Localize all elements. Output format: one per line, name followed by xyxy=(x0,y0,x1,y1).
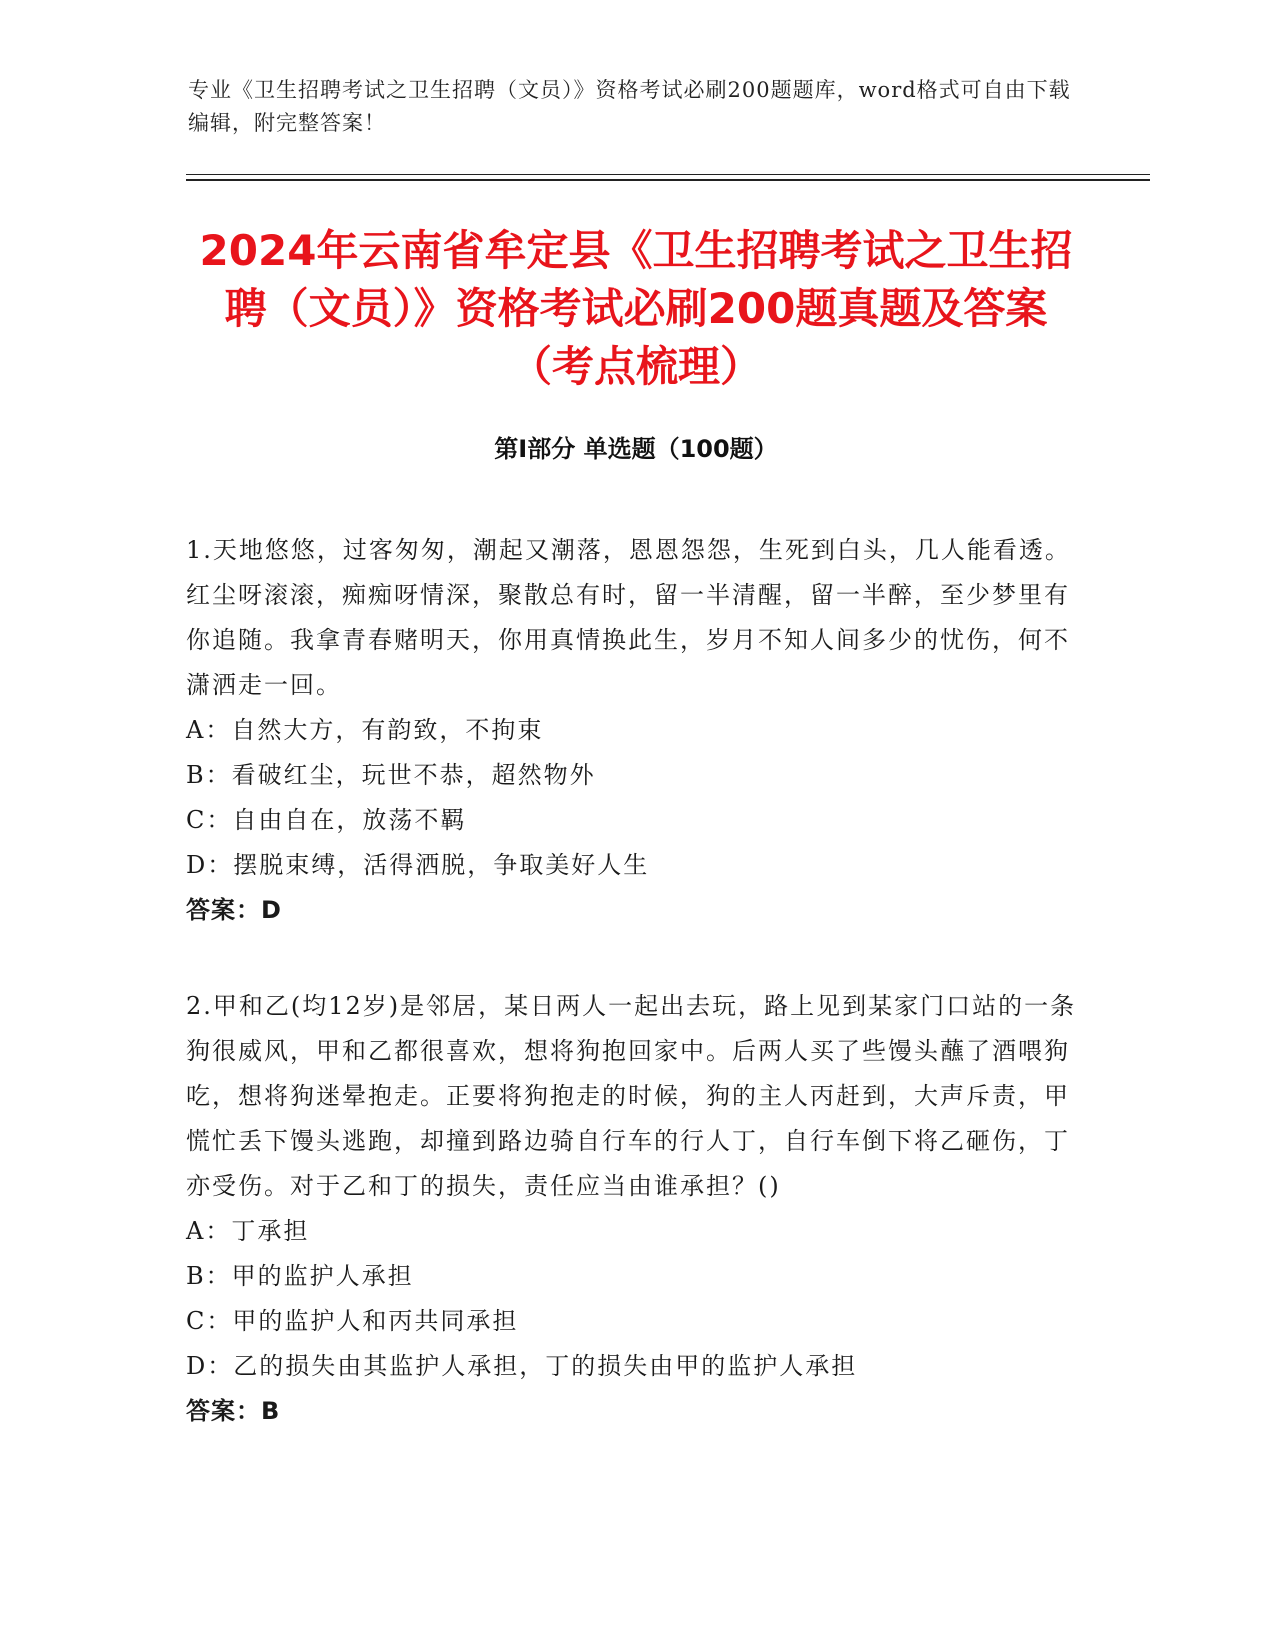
option-b: B：看破红尘，玩世不恭，超然物外 xyxy=(186,761,596,789)
option-c: C：自由自在，放荡不羁 xyxy=(186,806,467,834)
question-stem: 1.天地悠悠，过客匆匆，潮起又潮落，恩恩怨怨，生死到白头，几人能看透。红尘呀滚滚，痴痴呀情深，聚散总有时，留一半清醒，留一半醉，至少梦里有你追随。我拿青春赌明天，你用真情换此生，岁月不知人间多少的忧伤，何不潇洒走一回。 xyxy=(186,536,1071,699)
header-divider-thick xyxy=(186,179,1150,181)
section-heading: 第Ⅰ部分 单选题（100题） xyxy=(494,435,778,463)
header-note: 专业《卫生招聘考试之卫生招聘（文员）》资格考试必刷200题题库，word格式可自由下载编辑，附完整答案！ xyxy=(188,78,1071,135)
answer-line: 答案：B xyxy=(186,1397,281,1425)
option-d: D：摆脱束缚，活得洒脱，争取美好人生 xyxy=(186,851,650,879)
option-b: B：甲的监护人承担 xyxy=(186,1262,414,1290)
option-a: A：自然大方，有韵致，不拘束 xyxy=(186,716,544,744)
option-c: C：甲的监护人和丙共同承担 xyxy=(186,1307,519,1335)
header-divider-thin xyxy=(186,174,1150,175)
question-1 xyxy=(186,528,1086,933)
document-title: 2024年云南省牟定县《卫生招聘考试之卫生招聘（文员）》资格考试必刷200题真题及答案（考点梳理） xyxy=(199,226,1073,391)
option-d: D：乙的损失由其监护人承担，丁的损失由甲的监护人承担 xyxy=(186,1352,858,1380)
question-stem: 2.甲和乙(均12岁)是邻居，某日两人一起出去玩，路上见到某家门口站的一条狗很威风，甲和乙都很喜欢，想将狗抱回家中。后两人买了些馒头蘸了酒喂狗吃，想将狗迷晕抱走。正要将狗抱走的时候，狗的主人丙赶到，大声斥责，甲慌忙丢下馒头逃跑，却撞到路边骑自行车的行人丁，自行车倒下将乙砸伤，丁亦受伤。对于乙和丁的损失，责任应当由谁承担？() xyxy=(186,992,1077,1200)
answer-line: 答案：D xyxy=(186,896,282,924)
question-2 xyxy=(186,984,1086,1434)
option-a: A：丁承担 xyxy=(186,1217,310,1245)
